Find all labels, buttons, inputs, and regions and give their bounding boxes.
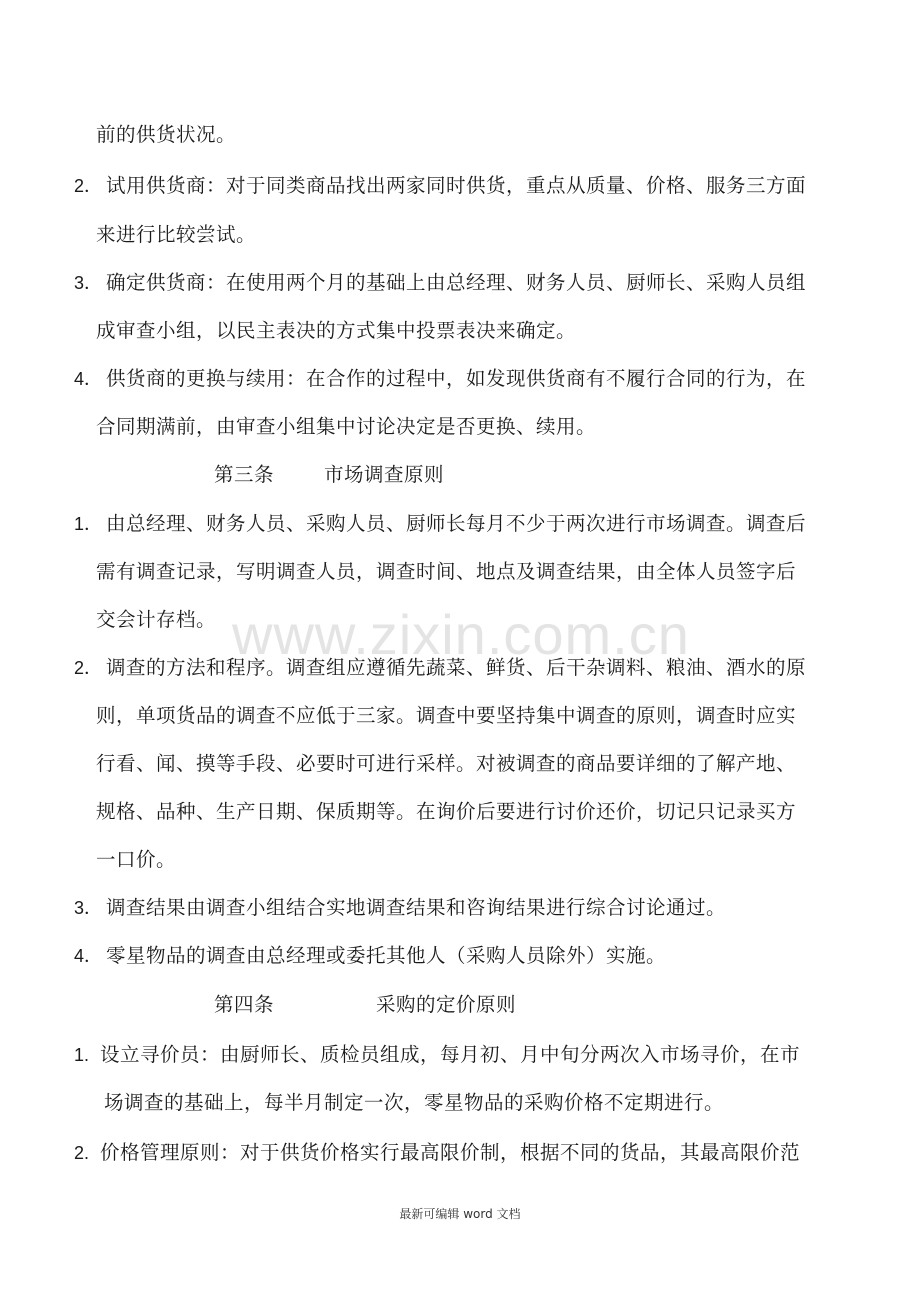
text-line: 前的供货状况。: [96, 123, 237, 146]
list-number: 4．: [74, 946, 103, 966]
list-number: 3．: [74, 273, 103, 293]
list-number: 3．: [74, 898, 103, 918]
list-number: 2．: [74, 176, 103, 196]
watermark: www.zixin.com.cn: [232, 603, 690, 666]
text-line: 则，单项货品的调查不应低于三家。调查中要坚持集中调查的原则，调查时应实: [96, 704, 797, 727]
text-line: 规格、品种、生产日期、保质期等。在询价后要进行讨价还价，切记只记录买方: [96, 800, 797, 823]
list-number: 1．: [74, 514, 103, 534]
text-line: 场调查的基础上，每半月制定一次，零星物品的采购价格不定期进行。: [104, 1091, 725, 1114]
text-line: 调查的方法和程序。调查组应遵循先蔬菜、鲜货、后干杂调料、粮油、酒水的原: [106, 656, 807, 679]
article-heading-title: 市场调查原则: [324, 463, 445, 486]
text-line: 需有调查记录，写明调查人员，调查时间、地点及调查结果，由全体人员签字后: [96, 560, 797, 583]
text-line: 成审查小组，以民主表决的方式集中投票表决来确定。: [96, 319, 577, 342]
text-line: 行看、闻、摸等手段、必要时可进行采样。对被调查的商品要详细的了解产地、: [96, 752, 797, 775]
text-line: 试用供货商：对于同类商品找出两家同时供货，重点从质量、价格、服务三方面: [106, 174, 807, 197]
list-number: 2．: [74, 658, 103, 678]
article-heading-number: 第四条: [214, 993, 275, 1016]
text-line: 确定供货商：在使用两个月的基础上由总经理、财务人员、厨师长、采购人员组: [106, 271, 807, 294]
text-line: 一口价。: [96, 848, 177, 871]
page-footer: 最新可编辑 word 文档: [399, 1207, 521, 1221]
text-line: 价格管理原则：对于供货价格实行最高限价制，根据不同的货品，其最高限价范: [100, 1141, 801, 1164]
text-line: 来进行比较尝试。: [96, 223, 257, 246]
text-line: 合同期满前，由审查小组集中讨论决定是否更换、续用。: [96, 415, 597, 438]
article-heading-number: 第三条: [214, 463, 275, 486]
text-line: 交会计存档。: [96, 608, 217, 631]
text-line: 零星物品的调查由总经理或委托其他人（采购人员除外）实施。: [106, 944, 667, 967]
article-heading-title: 采购的定价原则: [376, 993, 517, 1016]
text-line: 调查结果由调查小组结合实地调查结果和咨询结果进行综合讨论通过。: [106, 896, 727, 919]
text-line: 设立寻价员：由厨师长、质检员组成，每月初、月中旬分两次入市场寻价，在市: [100, 1043, 801, 1066]
list-number: 4．: [74, 369, 103, 389]
text-line: 由总经理、财务人员、采购人员、厨师长每月不少于两次进行市场调查。调查后: [106, 512, 807, 535]
list-number: 1.: [74, 1045, 90, 1065]
text-line: 供货商的更换与续用：在合作的过程中，如发现供货商有不履行合同的行为，在: [106, 367, 807, 390]
list-number: 2.: [74, 1143, 90, 1163]
